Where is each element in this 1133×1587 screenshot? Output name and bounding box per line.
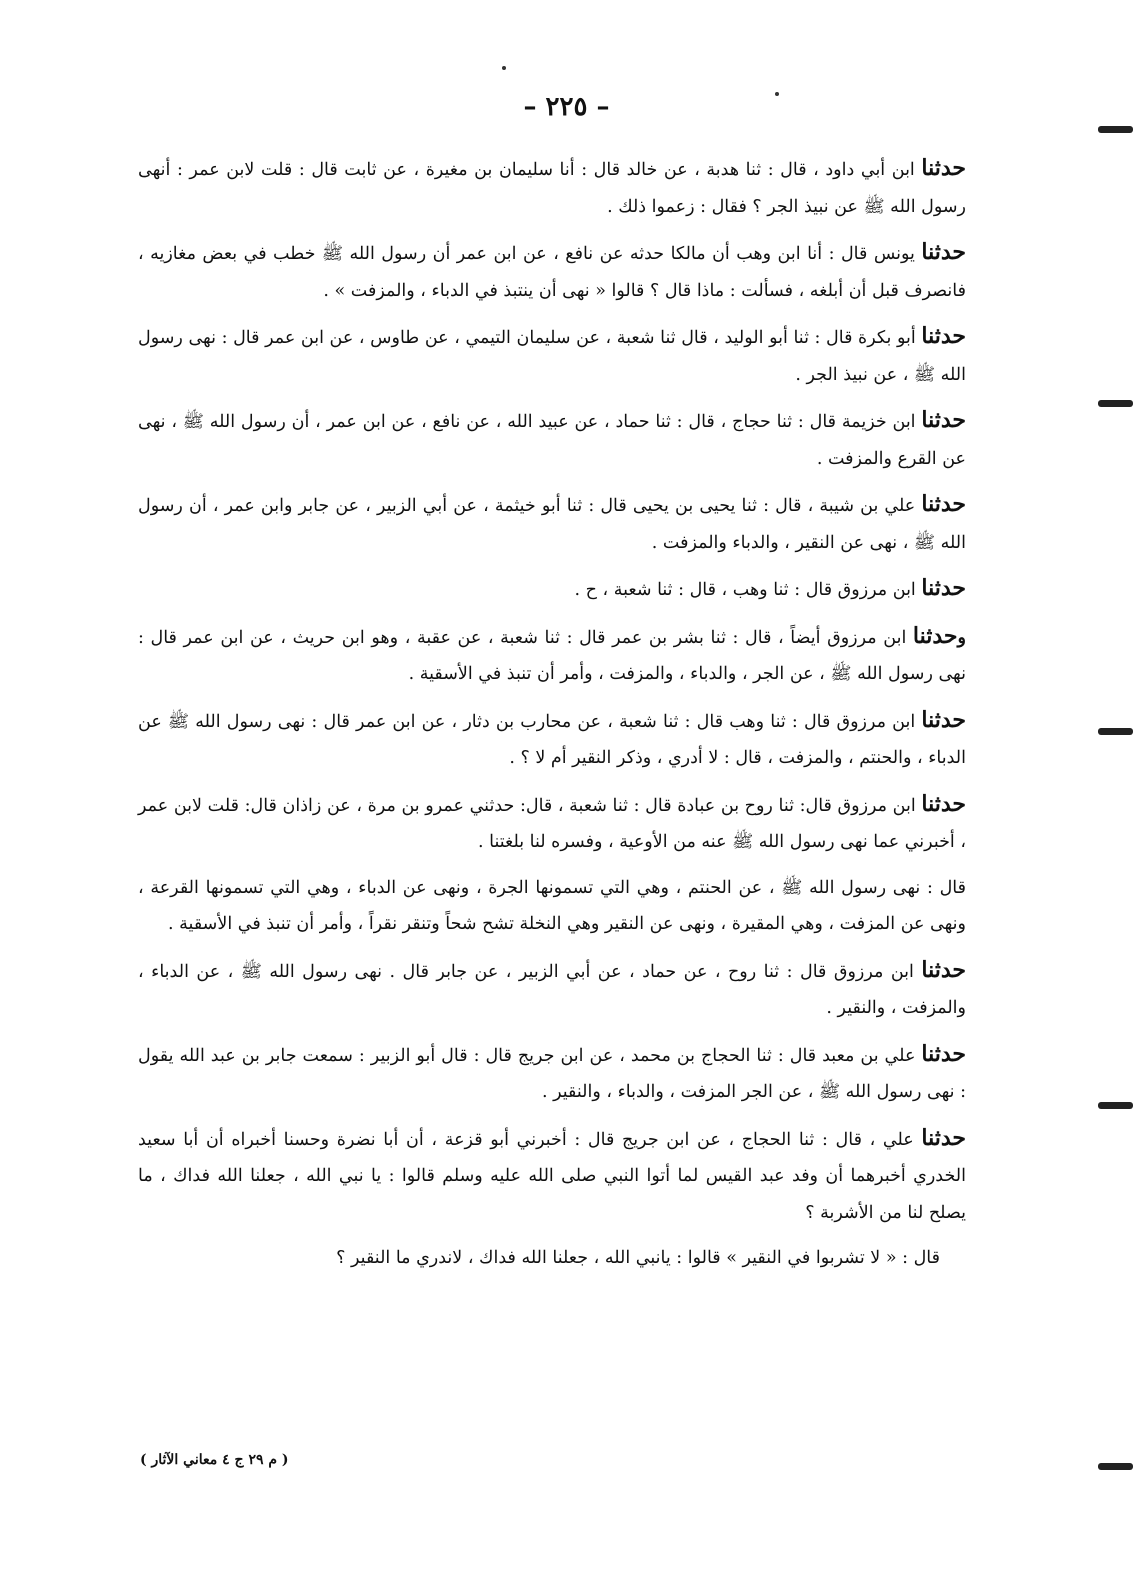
narration-text: ابن مرزوق قال : ثنا وهب ، قال : ثنا شعبة ، ح . [574, 580, 922, 600]
narration-lead: حدثنا [921, 575, 966, 601]
narration-text: قال : نهى رسول الله ﷺ ، عن الحنتم ، وهي التي تسمونها الجرة ، ونهى عن الدباء ، وهي التي تسمونها القرعة ، ونهى عن المزفت ، وهي المقيرة ، ونهى عن النقير وهي النخلة تشح شحاً وتنقر نقراً ، وأمر أن تنبذ في الأسقية . [138, 877, 966, 934]
hadith-paragraph [138, 952, 966, 1027]
narration-text: علي بن معبد قال : ثنا الحجاج بن محمد ، عن ابن جريج قال : قال أبو الزبير : سمعت جابر بن عبد الله يقول : نهى رسول الله ﷺ ، عن الجر المزفت ، والدباء ، والنقير . [138, 1045, 966, 1102]
narration-text: قال : « لا تشربوا في النقير » قالوا : يانبي الله ، جعلنا الله فداك ، لاندري ما النقير ؟ [336, 1248, 940, 1268]
narration-prefix: و [957, 627, 966, 648]
narration-text: ابن مرزوق قال: ثنا روح بن عبادة قال : ثنا شعبة ، قال: حدثني عمرو بن مرة ، عن زاذان قال: قلت لابن عمر ، أخبرني عما نهى رسول الله ﷺ عنه من الأوعية ، وفسره لنا بلغتنا . [138, 795, 966, 852]
hadith-paragraph [138, 1036, 966, 1111]
hadith-paragraph [138, 870, 966, 943]
speck-mark [502, 66, 506, 70]
page-number: – ٢٢٥ – [523, 92, 610, 122]
hadith-paragraph [138, 234, 966, 309]
narration-lead: حدثنا [921, 706, 966, 733]
narration-lead: حدثنا [921, 1040, 966, 1067]
hadith-paragraph [138, 570, 966, 609]
narration-lead: حدثنا [921, 1124, 966, 1151]
hadith-paragraph [138, 486, 966, 561]
narration-text: أبو بكرة قال : ثنا أبو الوليد ، قال ثنا شعبة ، عن سليمان التيمي ، عن طاوس ، عن ابن عمر قال : نهى رسول الله ﷺ ، عن نبيذ الجر . [138, 328, 966, 385]
hadith-text [138, 150, 966, 1286]
narration-text: ابن مرزوق قال : ثنا روح ، عن حماد ، عن أبي الزبير ، عن جابر قال . نهى رسول الله ﷺ ، عن الدباء ، والمزفت ، والنقير . [138, 961, 966, 1018]
narration-text: ابن مرزوق قال : ثنا وهب قال : ثنا شعبة ، عن محارب بن دثار ، عن ابن عمر قال : نهى رسول الله ﷺ عن الدباء ، والحنتم ، والمزفت ، قال : لا أدري ، وذكر النقير أم لا ؟ . [138, 711, 966, 768]
margin-mark [1098, 400, 1133, 407]
narration-lead: حدثنا [921, 323, 966, 349]
narration-text: علي ، قال : ثنا الحجاج ، عن ابن جريج قال : أخبرني أبو قزعة ، أن أبا نضرة وحسنا أخبراه أن أبا سعيد الخدري أخبرهما أن وفد عبد القيس لما أتوا النبي صلى الله عليه وسلم قالوا : يا نبي الله ، جعلنا الله فداك ، ما يصلح لنا من الأشربة ؟ [138, 1129, 966, 1223]
hadith-paragraph [138, 1240, 966, 1277]
narration-text: ابن مرزوق أيضاً ، قال : ثنا بشر بن عمر قال : ثنا شعبة ، عن عقبة ، وهو ابن حريث ، عن ابن عمر قال : نهى رسول الله ﷺ ، عن الجر ، والدباء ، والمزفت ، وأمر أن تنبذ في الأسقية . [138, 627, 966, 684]
hadith-paragraph [138, 402, 966, 477]
narration-lead: حدثنا [921, 407, 966, 433]
narration-text: علي بن شيبة ، قال : ثنا يحيى بن يحيى قال : ثنا أبو خيثمة ، عن أبي الزبير ، عن جابر وابن عمر ، أن رسول الله ﷺ ، نهى عن النقير ، والدباء والمزفت . [138, 496, 966, 553]
narration-lead: حدثنا [921, 155, 966, 181]
margin-mark [1098, 1463, 1133, 1470]
hadith-paragraph [138, 318, 966, 393]
hadith-paragraph [138, 618, 966, 693]
footnote-signature: ( م ٢٩ ج ٤ معاني الآثار ) [140, 1452, 289, 1468]
narration-text: ابن أبي داود ، قال : ثنا هدبة ، عن خالد قال : أنا سليمان بن مغيرة ، عن ثابت قال : قلت لابن عمر : أنهى رسول الله ﷺ عن نبيذ الجر ؟ فقال : زعموا ذلك . [138, 160, 966, 217]
margin-mark [1098, 1102, 1133, 1109]
margin-mark [1098, 728, 1133, 735]
narration-lead: حدثنا [912, 622, 958, 649]
narration-lead: حدثنا [921, 790, 966, 817]
narration-text: يونس قال : أنا ابن وهب أن مالكا حدثه عن نافع ، عن ابن عمر أن رسول الله ﷺ خطب في بعض مغازيه ، فانصرف قبل أن أبلغه ، فسألت : ماذا قال ؟ قالوا « نهى أن ينتبذ في الدباء ، والمزفت » . [138, 244, 966, 301]
hadith-paragraph [138, 786, 966, 861]
narration-lead: حدثنا [921, 491, 966, 517]
hadith-paragraph [138, 150, 966, 225]
narration-lead: حدثنا [921, 956, 966, 983]
hadith-paragraph [138, 1120, 966, 1232]
hadith-paragraph [138, 702, 966, 777]
margin-mark [1098, 126, 1133, 133]
narration-lead: حدثنا [921, 239, 966, 265]
narration-text: ابن خزيمة قال : ثنا حجاج ، قال : ثنا حماد ، عن عبيد الله ، عن نافع ، عن ابن عمر ، أن رسول الله ﷺ ، نهى عن القرع والمزفت . [138, 412, 966, 469]
